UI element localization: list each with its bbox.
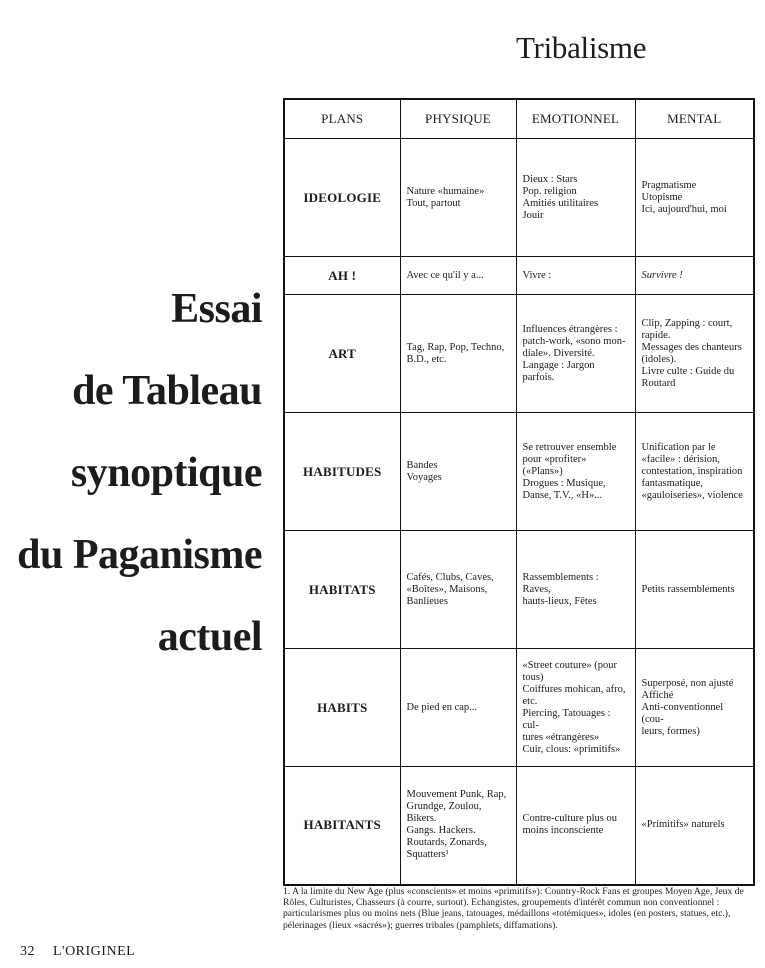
emotionnel-cell [516,767,635,885]
cell-text: Dieux : Stars Pop. religion Amitiés utilitaires Jouir [522,173,599,221]
table-row [284,649,754,767]
emotionnel-cell [516,649,635,767]
header-emotionnel: EMOTIONNEL [516,99,635,139]
mental-cell [635,139,754,257]
plan-cell: ART [284,295,400,413]
emotionnel-cell [516,257,635,295]
cell-text: Pragmatisme Utopisme Ici, aujourd'hui, moi [641,179,727,215]
plan-cell: AH ! [284,257,400,295]
section-title-text: Tribalisme [516,30,647,65]
physique-cell [400,257,516,295]
header-plans: PLANS [284,99,400,139]
table-row [284,531,754,649]
plan-cell: HABITUDES [284,413,400,531]
cell-text: Unification par le «facile» : dérision, contestation, inspiration fantasmatique, «gauloiseries», violence [641,441,743,501]
emotionnel-cell [516,531,635,649]
mental-cell [635,531,754,649]
cell-text: Tag, Rap, Pop, Techno, B.D., etc. [406,341,505,365]
essay-title [0,268,262,678]
cell-text: Avec ce qu'il y a... [406,269,484,281]
page-footer [20,944,135,960]
cell-text: Vivre : [522,269,552,281]
mental-cell [635,295,754,413]
cell-text: «Primitifs» naturels [641,819,725,831]
table-row [284,767,754,885]
plan-cell: IDEOLOGIE [284,139,400,257]
cell-text: Se retrouver ensemble pour «profiter» («Plans») Drogues : Musique, Danse, T.V., «H»... [522,441,617,501]
physique-cell [400,139,516,257]
cell-text: De pied en cap... [406,701,478,713]
plan-cell: HABITATS [284,531,400,649]
cell-text: Mouvement Punk, Rap, Grundge, Zoulou, Bikers. Gangs. Hackers. Routards, Zonards, Squatters¹ [406,789,507,861]
cell-text: Nature «humaine» Tout, partout [406,185,485,209]
cell-text: Petits rassemblements [641,583,735,595]
emotionnel-cell [516,413,635,531]
footnote: 1. A la limite du New Age (plus «conscients» et moins «primitifs»): Country-Rock Fans et groupes Moyen Age, Jeux de Rôles, Culturistes, Chasseurs (à courre, surtout). Echangistes, groupements d'intérêt commun non conventionnel : particularismes plus ou moins nets (Blue jeans, tatouages, médaillons «totémiques», idoles (en posters, statues, etc.), pélerinages (lieux «sacrés»); guerres tribales (pamphlets, diffamations). [283,886,744,931]
emotionnel-cell [516,295,635,413]
table-header-row [284,99,754,139]
header-mental: MENTAL [635,99,754,139]
essay-title-line: actuel [157,614,262,660]
emotionnel-cell [516,139,635,257]
essay-title-line: de Tableau [72,368,262,414]
cell-text: Survivre ! [641,269,683,281]
cell-text: Superposé, non ajusté Affiché Anti-conventionnel (cou- leurs, formes) [641,677,734,737]
table-row [284,295,754,413]
cell-text: Rassemblements : Raves, hauts-lieux, Fêtes [522,571,599,607]
synoptic-table [283,98,755,886]
mental-cell [635,649,754,767]
essay-title-line: du Paganisme [17,532,262,578]
mental-cell [635,767,754,885]
plan-cell: HABITANTS [284,767,400,885]
cell-text: Contre-culture plus ou moins inconsciente [522,813,617,837]
magazine-name: L'ORIGINEL [53,944,136,959]
cell-text: Clip, Zapping : court, rapide. Messages des chanteurs (idoles). Livre culte : Guide du Routard [641,317,742,389]
mental-cell [635,257,754,295]
essay-title-line: Essai [171,286,262,332]
page-number: 32 [20,944,35,959]
physique-cell [400,767,516,885]
cell-text: Cafés, Clubs, Caves, «Boîtes», Maisons, Banlieues [406,571,494,607]
mental-cell [635,413,754,531]
table-row [284,257,754,295]
header-physique: PHYSIQUE [400,99,516,139]
physique-cell [400,531,516,649]
physique-cell [400,649,516,767]
cell-text: Influences étrangères : patch-work, «sono mon- diale». Diversité. Langage : Jargon parfois. [522,323,626,383]
table-row [284,413,754,531]
cell-text: «Street couture» (pour tous) Coiffures mohican, afro, etc. Piercing, Tatouages : cul- tures «étrangères» Cuir, clous: «primitifs» [522,659,626,755]
table-row [284,139,754,257]
cell-text: Bandes Voyages [406,459,442,483]
physique-cell [400,413,516,531]
plan-cell: HABITS [284,649,400,767]
essay-title-line: synoptique [70,450,262,496]
physique-cell [400,295,516,413]
